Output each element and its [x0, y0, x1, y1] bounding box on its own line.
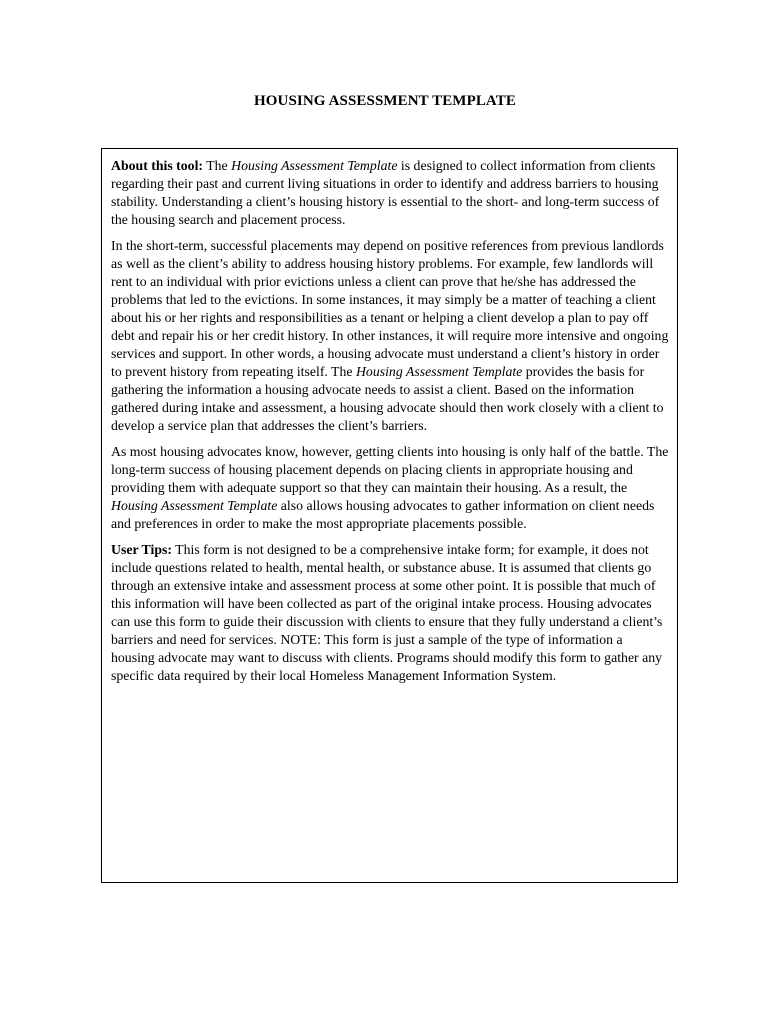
about-tool-box: [101, 148, 678, 883]
short-term-text-2: provides the basis for gathering the information a housing advocate needs to assist a client. Based on the information gathered during intake and assessment, a housing advocate should then work closely with a client to develop a service plan that addresses the client’s barriers.: [111, 364, 664, 433]
about-text-2: is designed to collect information from clients regarding their past and current living situations in order to identify and address barriers to housing stability. Understanding a client’s housing history is essential to the short- and long-term success of the housing search and placement process.: [111, 158, 660, 227]
user-tips-label: User Tips:: [111, 542, 172, 557]
page-title: HOUSING ASSESSMENT TEMPLATE: [254, 93, 516, 109]
tool-name: Housing Assessment Template: [231, 158, 398, 173]
about-paragraph: [111, 157, 669, 229]
short-term-paragraph: [111, 237, 669, 435]
tool-name: Housing Assessment Template: [355, 364, 523, 379]
long-term-paragraph: [111, 443, 669, 533]
tool-name: Housing Assessment Template: [111, 498, 278, 513]
user-tips-paragraph: [111, 541, 669, 685]
short-term-text-1: In the short-term, successful placements may depend on positive references from previous landlords as well as the client’s ability to address housing history problems. For example, few landlords will rent to an individual with prior evictions unless a client can prove that he/she has addressed the problems that led to the evictions. In some instances, it may simply be a matter of teaching a client about his or her rights and responsibilities as a tenant or helping a client develop a plan to pay off debt and repair his or her credit history. In other instances, it will require more intensive and ongoing services and support. In other words, a housing advocate must understand a client’s history in order to prevent history from repeating itself. The: [111, 238, 669, 379]
about-text-1: The: [203, 158, 232, 173]
long-term-text-2: also allows housing advocates to gather information on client needs and preferences in order to make the most appropriate placements possible.: [111, 498, 655, 531]
long-term-text-1: As most housing advocates know, however, getting clients into housing is only half of the battle. The long-term success of housing placement depends on placing clients in appropriate housing and providing them with adequate support so that they can maintain their housing. As a result, the: [111, 444, 669, 495]
user-tips-text: This form is not designed to be a comprehensive intake form; for example, it does not include questions related to health, mental health, or substance abuse. It is assumed that clients go through an extensive intake and assessment process at some other point. It is possible that much of this information will have been collected as part of the original intake process. Housing advocates can use this form to guide their discussion with clients to ensure that they fully understand a client’s barriers and need for services. NOTE: This form is just a sample of the type of information a housing advocate may want to discuss with clients. Programs should modify this form to gather any specific data required by their local Homeless Management Information System.: [111, 542, 663, 683]
about-label: About this tool:: [111, 158, 203, 173]
